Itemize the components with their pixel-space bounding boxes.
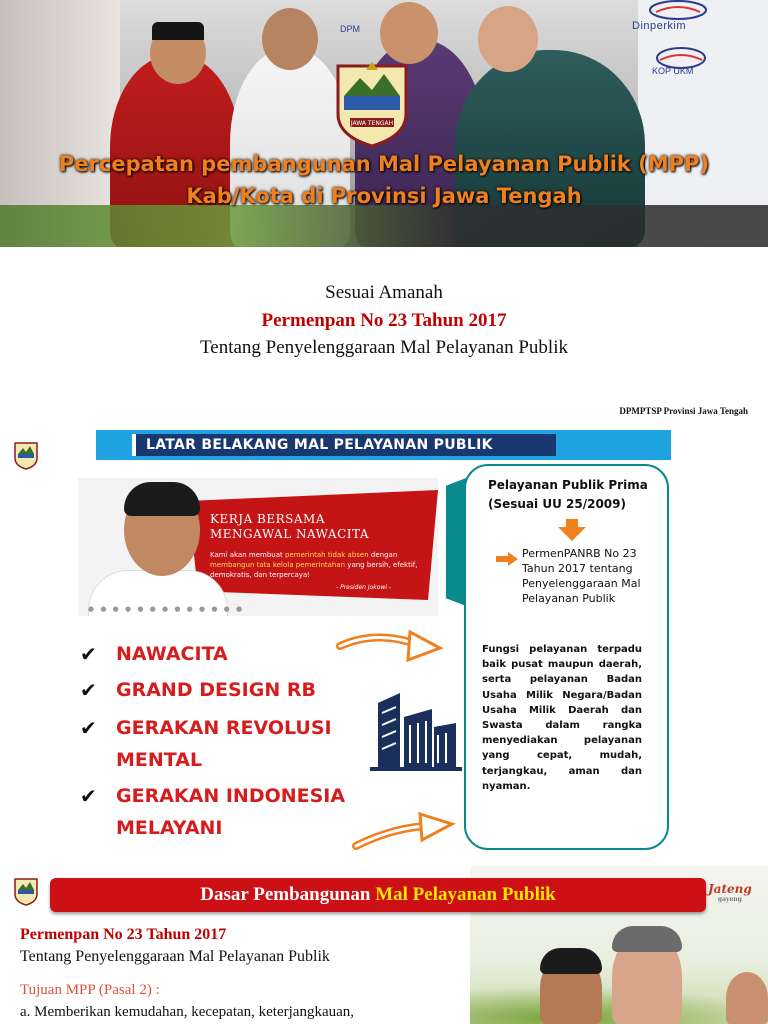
dpm-logo-text: DPM: [340, 24, 360, 34]
info-title: Pelayanan Publik Prima (Sesuai UU 25/2009): [488, 478, 648, 511]
source-credit: DPMPTSP Provinsi Jawa Tengah: [619, 406, 748, 416]
curved-arrow-icon: [336, 626, 446, 670]
jateng-gayeng-logo: Jateng gayeng: [708, 882, 752, 903]
section-banner: [96, 430, 671, 460]
svg-text:JAWA TENGAH: JAWA TENGAH: [350, 120, 394, 127]
info-permen: PermenPANRB No 23 Tahun 2017 tentang Penyelenggaraan Mal Pelayanan Publik: [522, 547, 641, 605]
check-item-revolusi-mental: ✔ GERAKAN REVOLUSI MENTAL: [80, 712, 370, 776]
checkmark-icon: ✔: [80, 642, 97, 666]
slide-dasar-pembangunan: [0, 866, 768, 1024]
jawa-tengah-emblem-small-icon: [12, 440, 40, 470]
slide-latar-belakang: [0, 418, 768, 865]
jawa-tengah-emblem-icon: [330, 56, 414, 148]
tentang-line: Tentang Penyelenggaraan Mal Pelayanan Publik: [199, 337, 568, 358]
poster-headline: KERJA BERSAMA MENGAWAL NAWACITA: [210, 512, 370, 541]
curved-arrow-icon: [352, 812, 462, 856]
right-arrow-icon: [496, 552, 518, 566]
tujuan-heading: Tujuan MPP (Pasal 2) :: [20, 982, 160, 998]
section-title-bar: [50, 878, 706, 912]
dinperkim-label: Dinperkim: [632, 20, 687, 32]
building-icon: [370, 683, 462, 775]
carousel-dots: ● ● ● ● ● ● ● ● ● ● ● ● ●: [88, 605, 245, 613]
amanah-line: Sesuai Amanah: [325, 282, 443, 303]
jawa-tengah-emblem-small-icon: [12, 876, 40, 906]
poster-quote-author: - Presiden Jokowi -: [336, 584, 392, 591]
permenpan-line: Permenpan No 23 Tahun 2017: [261, 310, 507, 331]
checkmark-icon: ✔: [80, 716, 97, 740]
tujuan-item-a: a. Memberikan kemudahan, kecepatan, keterjangkauan,: [20, 1004, 355, 1020]
title-line-2: Kab/Kota di Provinsi Jawa Tengah: [186, 184, 582, 208]
ukm-label: KOP UKM: [652, 66, 694, 76]
section-title: LATAR BELAKANG MAL PELAYANAN PUBLIK: [146, 437, 493, 453]
info-fungsi: Fungsi pelayanan terpadu baik pusat maupun daerah, serta pelayanan Badan Usaha Milik Negara/Badan Usaha Milik Daerah dan Swasta dalam rangka menyediakan pelayanan yang cepat, mudah, terjangkau, aman dan nyaman.: [482, 644, 642, 792]
check-item-indonesia-melayani: ✔ GERAKAN INDONESIA MELAYANI: [80, 780, 370, 844]
page-title: [0, 148, 768, 212]
checkmark-icon: ✔: [80, 784, 97, 808]
nawacita-poster: [78, 478, 438, 616]
regulation-subtitle: Tentang Penyelenggaraan Mal Pelayanan Publik: [20, 948, 330, 965]
slide-percepatan-mpp: [0, 0, 768, 415]
section-title: Dasar Pembangunan Mal Pelayanan Publik: [200, 884, 556, 905]
check-item-grand-design: ✔ GRAND DESIGN RB: [80, 674, 370, 706]
check-item-nawacita: ✔ NAWACITA: [80, 638, 370, 670]
down-arrow-icon: [558, 519, 586, 541]
regulation-title: Permenpan No 23 Tahun 2017: [20, 926, 227, 943]
info-box: [464, 464, 669, 850]
poster-quote: Kami akan membuat pemerintah tidak absen dengan membangun tata kelola pemerintahan yang bersih, efektif, demokratis, dan terpercaya!: [210, 551, 418, 579]
title-line-1: Percepatan pembangunan Mal Pelayanan Publik (MPP): [58, 152, 710, 176]
hero-photo: [0, 0, 768, 247]
checkmark-icon: ✔: [80, 678, 97, 702]
program-checklist: [80, 638, 370, 844]
